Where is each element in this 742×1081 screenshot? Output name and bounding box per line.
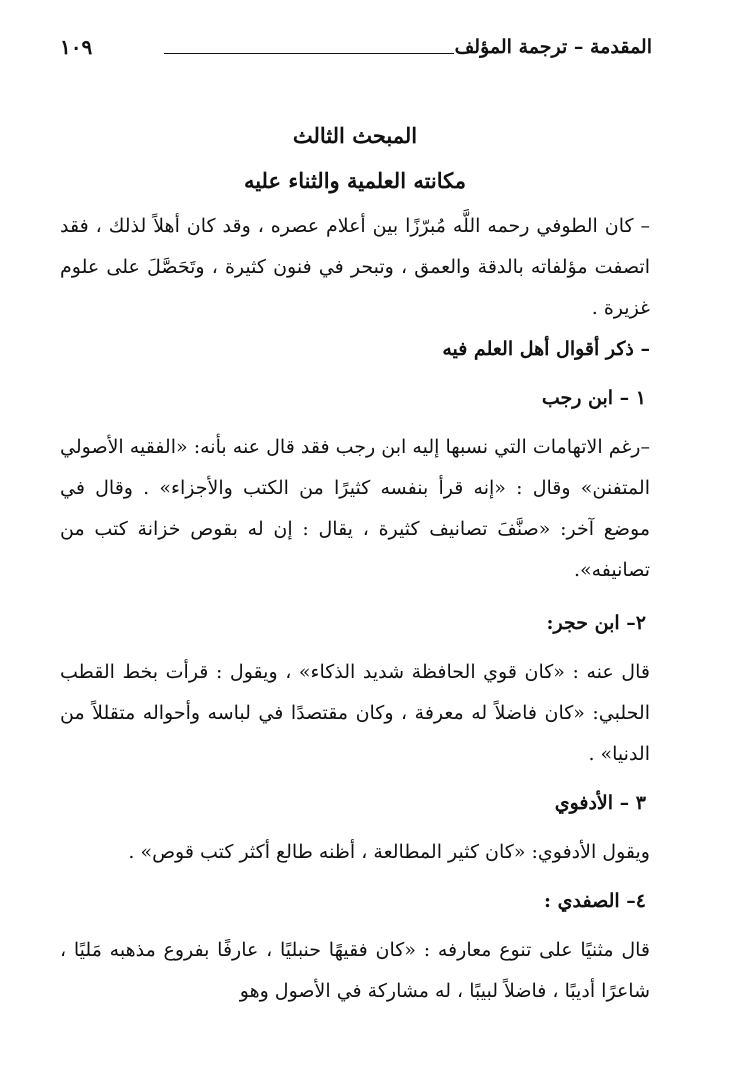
page-number: ١٠٩ [60, 35, 93, 59]
scholars-heading: – ذكر أقوال أهل العلم فيه [442, 338, 650, 360]
entry-text-ibn-rajab: –رغم الاتهامات التي نسبها إليه ابن رجب فقد قال عنه بأنه: «الفقيه الأصولي المتفنن» وقال : «إنه قرأ بنفسه كثيرًا من الكتب والأجزاء» . وقال في موضع آخر: «صنَّفَ تصانيف كثيرة ، يقال : إن له بقوص خزانة كتب من تصانيفه». [60, 436, 650, 581]
entry-text-ibn-hajar: قال عنه : «كان قوي الحافظة شديد الذكاء» ، ويقول : قرأت بخط القطب الحلبي: «كان فاضلاً له معرفة ، وكان مقتصدًا في لباسه وأحواله متقللاً من الدنيا» . [60, 661, 650, 765]
entry-heading-safadi: ٤– الصفدي : [544, 890, 646, 912]
entry-heading-adfuwi: ٣ – الأدفوي [554, 792, 646, 814]
entry-heading-ibn-hajar: ٢– ابن حجر: [546, 612, 646, 634]
section-title: مكانته العلمية والثناء عليه [243, 168, 467, 193]
page-body [60, 106, 650, 1012]
intro-paragraph: – كان الطوفي رحمه اللَّه مُبرّزًا بين أعلام عصره ، وقد كان أهلاً لذلك ، فقد اتصفت مؤلفاته بالدقة والعمق ، وتبحر في فنون كثيرة ، وتَحَصَّلَ على علوم غزيرة . [60, 215, 650, 319]
page-header [60, 32, 652, 72]
entry-text-adfuwi: ويقول الأدفوي: «كان كثير المطالعة ، أظنه طالع أكثر كتب قوص» . [128, 841, 650, 863]
section-heading: المبحث الثالث [292, 123, 418, 148]
running-head: المقدمة – ترجمة المؤلف [454, 36, 652, 58]
entry-text-safadi: قال مثنيًا على تنوع معارفه : «كان فقيهًا حنبليًا ، عارفًا بفروع مذهبه مَليًا ، شاعرًا أديبًا ، فاضلاً لبيبًا ، له مشاركة في الأصول وهو [60, 939, 650, 1002]
header-rule [164, 53, 454, 54]
entry-heading-ibn-rajab: ١ – ابن رجب [541, 387, 646, 409]
